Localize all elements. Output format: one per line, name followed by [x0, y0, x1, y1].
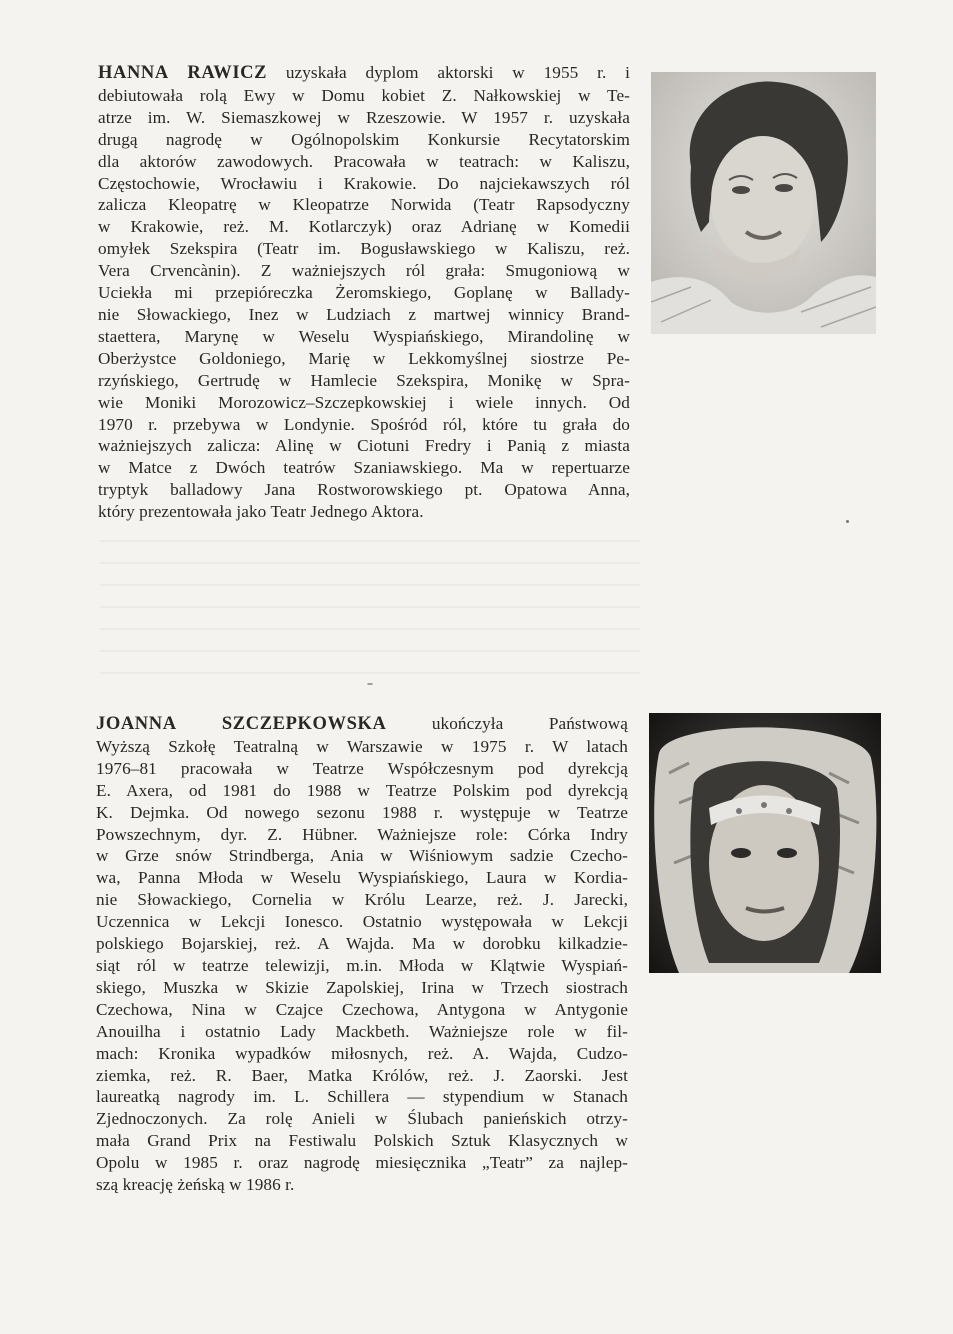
bio-line	[98, 107, 630, 129]
portrait-photo-joanna-szczepkowska	[649, 713, 881, 973]
bio-line	[96, 1130, 628, 1152]
bio-text: Czechowa, Nina w Czajce Czechowa, Antygona w Antygonie	[96, 999, 628, 1019]
person-name: JOANNA SZCZEPKOWSKA	[96, 714, 387, 734]
bio-line	[98, 85, 630, 107]
bio-text: Powszechnym, dyr. Z. Hübner. Ważniejsze role: Córka Indry	[96, 824, 628, 844]
bio-line	[96, 1152, 628, 1174]
bio-text: drugą nagrodę w Ogólnopolskim Konkursie Recytatorskim	[98, 129, 630, 149]
bio-line	[96, 999, 628, 1021]
bio-text: laureatką nagrody im. L. Schillera — stypendium w Stanach	[96, 1087, 628, 1107]
bio-line	[98, 370, 630, 392]
bio-line	[98, 304, 630, 326]
bio-line	[98, 414, 630, 436]
bio-line	[98, 392, 630, 414]
bio-text: zalicza Kleopatrę w Kleopatrze Norwida (Teatr Rapsodyczny	[98, 195, 630, 215]
bio-line	[96, 1086, 628, 1108]
bio-line	[96, 933, 628, 955]
bio-text: Anouilha i ostatnio Lady Mackbeth. Ważniejsze role w fil-	[96, 1021, 628, 1041]
bio-line	[96, 845, 628, 867]
paper-speck	[846, 520, 849, 523]
bio-text: w Grze snów Strindberga, Ania w Wiśniowym sadzie Czecho-	[96, 846, 628, 866]
bio-line	[98, 129, 630, 151]
paper-speck	[367, 683, 373, 685]
bio-line	[98, 173, 630, 195]
bio-hanna-rawicz	[98, 62, 630, 523]
bio-line	[98, 348, 630, 370]
bio-line	[96, 758, 628, 780]
bio-text: nie Słowackiego, Inez w Ludziach z martwej winnicy Brand-	[98, 304, 630, 324]
bio-line	[98, 501, 630, 523]
bio-line	[96, 824, 628, 846]
bio-text: Uciekła mi przepióreczka Żeromskiego, Goplanę w Ballady-	[98, 283, 630, 303]
portrait-photo-hanna-rawicz	[651, 72, 876, 334]
bio-text: ważniejszych zalicza: Alinę w Ciotuni Fredry i Panią z miasta	[98, 436, 630, 456]
bio-joanna-szczepkowska	[96, 713, 628, 1196]
bio-text: w Matce z Dwóch teatrów Szaniawskiego. Ma w repertuarze	[98, 458, 630, 478]
bio-text: Częstochowie, Wrocławiu i Krakowie. Do najciekawszych ról	[98, 173, 630, 193]
bio-text: Oberżystce Goldoniego, Marię w Lekkomyślnej siostrze Pe-	[98, 348, 630, 368]
bio-line	[96, 802, 628, 824]
person-name: HANNA RAWICZ	[98, 63, 268, 83]
bio-text: Vera Crvencànin). Z ważniejszych ról grała: Smugoniową w	[98, 261, 630, 281]
bio-line	[96, 1108, 628, 1130]
bio-line	[96, 1174, 628, 1196]
bio-text: rzyńskiego, Gertrudę w Hamlecie Szekspira, Monikę w Spra-	[98, 370, 630, 390]
bio-line	[98, 238, 630, 260]
bio-text: Opolu w 1985 r. oraz nagrodę miesięcznika „Teatr” za najlep-	[96, 1153, 628, 1173]
bio-line	[98, 62, 630, 85]
bio-line	[98, 260, 630, 282]
bio-text: K. Dejmka. Od nowego sezonu 1988 r. występuje w Teatrze	[96, 802, 628, 822]
bio-line	[96, 713, 628, 736]
bio-text: siąt ról w teatrze telewizji, m.in. Młoda w Klątwie Wyspiań-	[96, 955, 628, 975]
bio-line	[96, 911, 628, 933]
show-through-text	[100, 540, 640, 690]
bio-line	[96, 977, 628, 999]
bio-line	[98, 479, 630, 501]
bio-text: ziemka, reż. R. Baer, Matka Królów, reż. J. Zaorski. Jest	[96, 1065, 628, 1085]
bio-line	[96, 1043, 628, 1065]
bio-line	[98, 282, 630, 304]
bio-text: tryptyk balladowy Jana Rostworowskiego pt. Opatowa Anna,	[98, 480, 630, 500]
bio-text: polskiego Bojarskiej, reż. A Wajda. Ma w dorobku kilkadzie-	[96, 934, 628, 954]
bio-text: wa, Panna Młoda w Weselu Wyspiańskiego, Laura w Kordia-	[96, 868, 628, 888]
bio-text: w Krakowie, reż. M. Kotlarczyk) oraz Adrianę w Komedii	[98, 217, 630, 237]
bio-text: staettera, Marynę w Weselu Wyspiańskiego, Mirandolinę w	[98, 326, 630, 346]
bio-line	[96, 955, 628, 977]
bio-line	[98, 216, 630, 238]
bio-text: szą kreację żeńską w 1986 r.	[96, 1175, 295, 1195]
bio-text: mach: Kronika wypadków miłosnych, reż. A. Wajda, Cudzo-	[96, 1043, 628, 1063]
portrait-image	[649, 713, 881, 973]
bio-text: omyłek Szekspira (Teatr im. Bogusławskiego w Kaliszu, reż.	[98, 239, 630, 259]
bio-text: Wyższą Szkołę Teatralną w Warszawie w 1975 r. W latach	[96, 736, 628, 756]
bio-text: 1976–81 pracowała w Teatrze Współczesnym pod dyrekcją	[96, 758, 628, 778]
bio-text: dla aktorów zawodowych. Pracowała w teatrach: w Kaliszu,	[98, 151, 630, 171]
bio-line	[98, 435, 630, 457]
bio-text: E. Axera, od 1981 do 1988 w Teatrze Polskim pod dyrekcją	[96, 780, 628, 800]
bio-text: Uczennica w Lekcji Ionesco. Ostatnio występowała w Lekcji	[96, 912, 628, 932]
bio-line	[96, 736, 628, 758]
bio-text: nie Słowackiego, Cornelia w Królu Learze, reż. J. Jarecki,	[96, 890, 628, 910]
bio-line	[96, 1021, 628, 1043]
bio-line	[98, 326, 630, 348]
bio-line	[98, 194, 630, 216]
bio-line	[98, 151, 630, 173]
bio-line	[96, 1065, 628, 1087]
bio-text: wie Moniki Morozowicz–Szczepkowskiej i wiele innych. Od	[98, 392, 630, 412]
bio-text: ukończyła Państwową	[386, 714, 629, 733]
bio-text: atrze im. W. Siemaszkowej w Rzeszowie. W 1957 r. uzyskała	[98, 107, 630, 127]
bio-line	[98, 457, 630, 479]
bio-text: skiego, Muszka w Skizie Zapolskiej, Irina w Trzech siostrach	[96, 977, 628, 997]
bio-line	[96, 780, 628, 802]
bio-line	[96, 867, 628, 889]
bio-text: 1970 r. przebywa w Londynie. Spośród ról, które tu grała do	[98, 414, 630, 434]
portrait-image	[651, 72, 876, 334]
bio-line	[96, 889, 628, 911]
bio-text: który prezentowała jako Teatr Jednego Aktora.	[98, 502, 424, 522]
bio-text: Zjednoczonych. Za rolę Anieli w Ślubach panieńskich otrzy-	[96, 1109, 628, 1129]
bio-text: mała Grand Prix na Festiwalu Polskich Sztuk Klasycznych w	[96, 1131, 628, 1151]
bio-text: debiutowała rolą Ewy w Domu kobiet Z. Nałkowskiej w Te-	[98, 85, 630, 105]
bio-text: uzyskała dyplom aktorski w 1955 r. i	[267, 63, 630, 82]
